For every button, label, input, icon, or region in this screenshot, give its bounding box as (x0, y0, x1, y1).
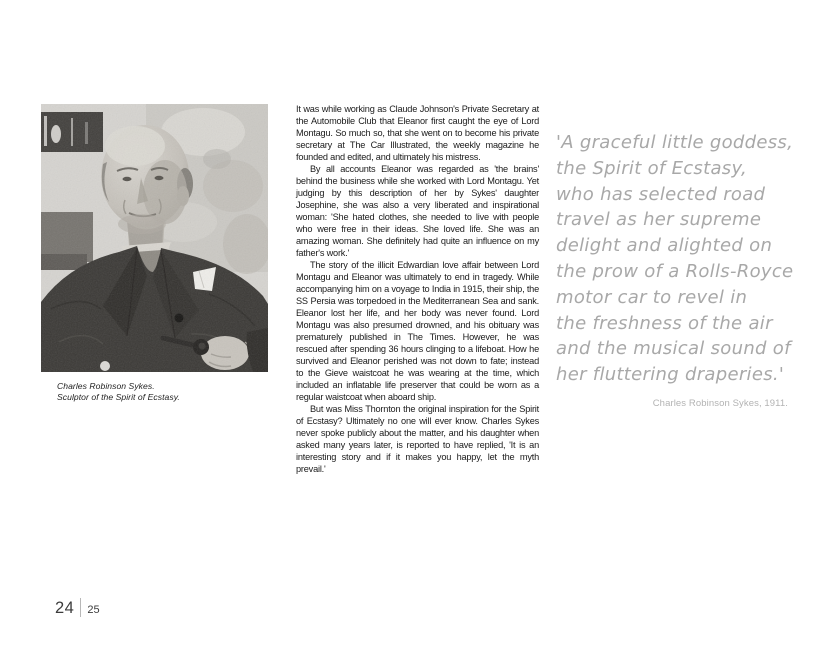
page-number-left: 24 (55, 599, 75, 617)
quote-line: travel as her supreme (556, 209, 762, 231)
portrait-photo-illustration (41, 104, 268, 372)
quote-line: motor car to revel in (556, 286, 748, 308)
quote-line: 'A graceful little goddess, (556, 132, 794, 153)
quote-line: delight and alighted on (556, 235, 773, 257)
article-paragraph-1: It was while working as Claude Johnson's Private Secretary at the Automobile Club that Eleanor first caught the eye of Lord Montagu. So much so, that she went on to become his private secretary at The Car Illustrated, the weekly magazine he founded and edited, and ultimately his mistress. (296, 104, 539, 162)
photo-caption-line1: Charles Robinson Sykes. (57, 381, 155, 391)
quote-attribution: Charles Robinson Sykes, 1911. (652, 397, 788, 409)
photo-caption (57, 381, 257, 403)
article-body (296, 103, 539, 475)
page-numbers (55, 598, 100, 617)
quote-line: the prow of a Rolls-Royce (556, 260, 794, 282)
article-paragraph-2: By all accounts Eleanor was regarded as 'the brains' behind the business while she worked with Lord Montagu. Yet judging by this description of her by Sykes' daughter Josephine, she was also a very liberated and inspirational woman: 'She hated clothes, she needed to live with people who were free in their ideas. She loved life. She was an amazing woman. She definitely had quite an influence on my father's work.' (296, 164, 539, 258)
quote-line: her fluttering draperies.' (556, 364, 785, 386)
quote-line: the Spirit of Ecstasy, (556, 157, 748, 179)
page-number-divider (80, 598, 81, 617)
portrait-photo (41, 104, 268, 372)
quote-line: who has selected road (556, 183, 766, 205)
photo-caption-line2: Sculptor of the Spirit of Ecstasy. (57, 392, 180, 402)
pull-quote (556, 130, 794, 409)
page-number-right: 25 (87, 604, 100, 616)
article-paragraph-4: But was Miss Thornton the original inspiration for the Spirit of Ecstasy? Ultimately no one will ever know. Charles Sykes never spoke publicly about the matter, and his daughter when asked many years later, is reported to have replied, 'It is an interesting story and if it makes you happy, let the myth prevail.' (296, 404, 539, 474)
quote-line: the freshness of the air (556, 312, 773, 334)
article-paragraph-3: The story of the illicit Edwardian love affair between Lord Montagu and Eleanor was ultimately to end in tragedy. While accompanying him on a voyage to India in 1915, their ship, the SS Persia was torpedoed in the Mediterranean Sea and sank. Eleanor lost her life, and her body was never found. Lord Montagu was also presumed drowned, and his obituary was prematurely published in The Times. However, he was rescued after spending 36 hours clinging to a lifeboat. How he survived and Eleanor perished was not down to fate; instead to the Gieve waistcoat he was wearing at the time, which included an inflatable life preserver that could be worn as a regular waistcoat when aboard ship. (296, 260, 539, 402)
quote-line: and the musical sound of (556, 338, 791, 360)
